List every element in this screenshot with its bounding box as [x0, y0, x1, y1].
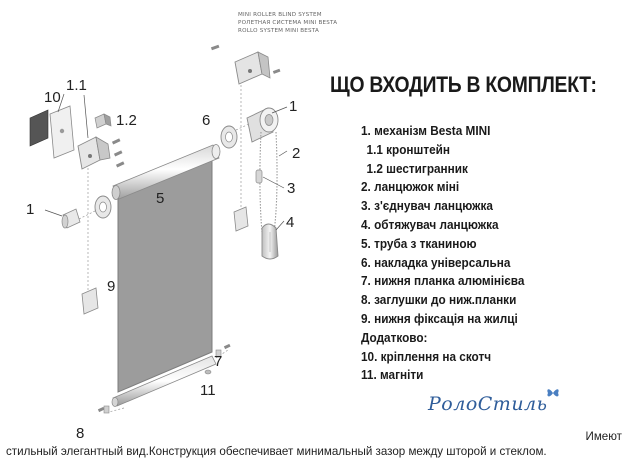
magnet [205, 370, 211, 374]
kit-item: 5. труба з тканиною [361, 235, 477, 251]
header-line-3: ROLLO SYSTEM MINI BESTA [238, 28, 319, 34]
callout-9: 9 [107, 278, 116, 295]
universal-end-cap-right [221, 126, 237, 148]
chain-weight [262, 224, 278, 259]
kit-item: 11. магніти [361, 367, 424, 383]
hex-key [95, 114, 111, 128]
bracket [78, 137, 110, 169]
kit-title: ЩО ВХОДИТЬ В КОМПЛЕКТ: [330, 72, 597, 97]
bottom-bar-end-cap-left [104, 406, 109, 413]
chain-connector [256, 170, 262, 183]
kit-item: 7. нижня планка алюмінієва [361, 273, 525, 289]
callout-1-2: 1.2 [116, 112, 137, 129]
kit-item: 6. накладка універсальна [361, 254, 511, 270]
callout-1-left: 1 [26, 201, 35, 218]
butterfly-icon [546, 387, 560, 399]
caption-line: стильный элегантный вид.Конструкция обеспечивает минимальный зазор между шторой и стеклом. [6, 445, 547, 458]
callout-1-1: 1.1 [66, 77, 87, 94]
kit-item: 9. нижня фіксація на жилці [361, 310, 518, 326]
brand-logo [428, 393, 548, 415]
callout-8: 8 [76, 425, 85, 442]
callout-10: 10 [44, 89, 61, 106]
kit-item: 1.2 шестигранник [366, 160, 468, 176]
kit-item: 4. обтяжувач ланцюжка [361, 216, 499, 232]
bottom-line-fixing-right [234, 207, 248, 231]
callout-7: 7 [214, 353, 223, 370]
caption-tail: Имеют [585, 430, 622, 443]
header-line-1: MINI ROLLER BLIND SYSTEM [238, 12, 322, 18]
kit-item: 8. заглушки до ниж.планки [361, 292, 517, 308]
callout-4: 4 [286, 214, 295, 231]
callout-3: 3 [287, 180, 296, 197]
callout-2: 2 [292, 145, 301, 162]
callout-5: 5 [156, 190, 165, 207]
kit-item: 1. механізм Besta MINI [361, 123, 491, 138]
kit-item: 1.1 кронштейн [366, 141, 451, 157]
kit-list [361, 122, 539, 385]
universal-end-cap-left [95, 196, 111, 218]
callout-11: 11 [200, 382, 216, 399]
brand-logo-text: РолоСтиль [428, 393, 548, 415]
idler-plug [62, 209, 80, 228]
kit-item: 10. кріплення на скотч [361, 348, 492, 364]
clutch-mechanism [247, 108, 278, 142]
top-bracket-right [211, 45, 281, 84]
callout-1-right: 1 [289, 98, 298, 115]
kit-extra-heading: Додатково: [361, 329, 428, 345]
bead-chain [260, 132, 277, 232]
kit-item: 3. з'єднувач ланцюжка [361, 198, 493, 214]
kit-item: 2. ланцюжок міні [361, 179, 460, 195]
header-line-2: РОЛЕТНАЯ СИСТЕМА MINI BESTA [238, 20, 338, 26]
callout-6: 6 [202, 112, 211, 129]
bottom-line-fixing [82, 288, 98, 314]
tape-mount [30, 106, 74, 158]
